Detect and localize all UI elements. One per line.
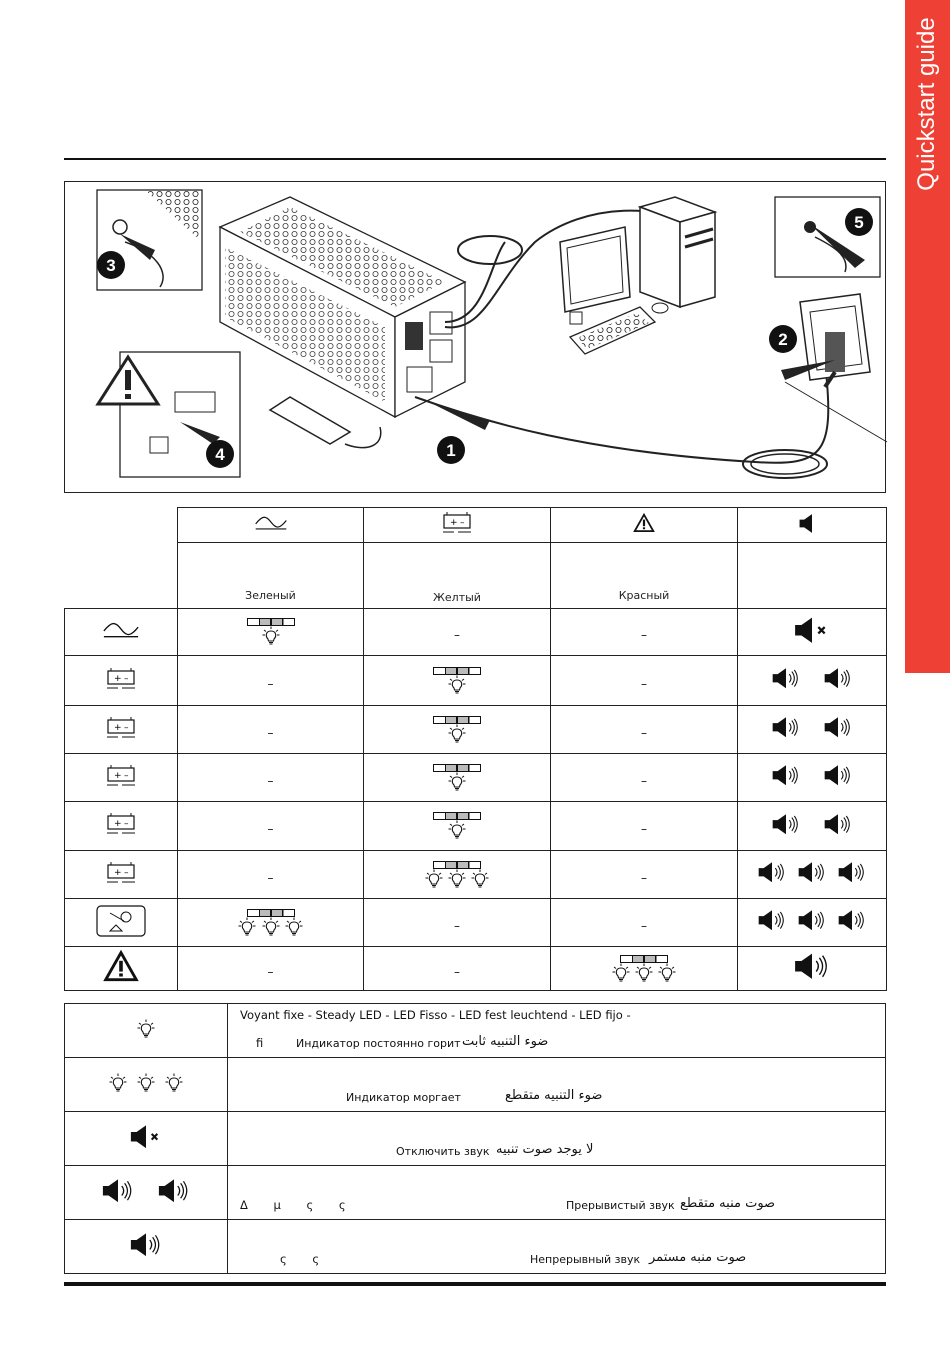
led-flashing-icon	[109, 1073, 183, 1097]
status-cell	[550, 946, 738, 991]
battery-icon	[105, 717, 137, 743]
status-cell	[177, 801, 364, 851]
dash: –	[267, 773, 274, 788]
state-icon-cell	[64, 898, 178, 947]
status-cell	[363, 850, 551, 899]
ups-unit	[220, 197, 465, 417]
sidebar-tab	[905, 0, 950, 673]
status-cell	[363, 898, 551, 947]
legend-russian-text: Прерывистый звук	[566, 1199, 675, 1212]
status-cell	[737, 655, 887, 706]
led-steady-icon	[433, 764, 481, 792]
header-color-cell	[550, 542, 738, 610]
beep-intermittent-icon	[771, 813, 853, 840]
battery-icon	[105, 765, 137, 791]
legend-russian-text: Непрерывный звук	[530, 1253, 641, 1266]
status-cell	[550, 898, 738, 947]
led-color-label: Красный	[618, 589, 670, 602]
svg-text:4: 4	[215, 445, 225, 464]
status-cell	[737, 608, 887, 656]
monitor	[560, 227, 630, 324]
overload-icon	[96, 905, 146, 941]
computer-tower	[640, 197, 715, 307]
installation-figure	[64, 181, 886, 493]
step-badge-4	[206, 440, 234, 468]
beep-continuous-icon	[129, 1232, 163, 1262]
svg-text:1: 1	[446, 441, 456, 460]
led-flashing-icon	[238, 909, 302, 937]
status-cell	[737, 898, 887, 947]
status-cell	[363, 801, 551, 851]
battery-icon	[441, 512, 473, 538]
dash: –	[267, 676, 274, 691]
dash: –	[267, 725, 274, 740]
svg-text:–: –	[460, 518, 465, 528]
dash: –	[641, 628, 647, 642]
legend-greek-text: ﬁ	[256, 1036, 264, 1050]
header-icon-cell	[550, 507, 738, 543]
legend-text-cell	[227, 1165, 886, 1220]
svg-text:+: +	[114, 673, 122, 684]
status-cell	[363, 946, 551, 991]
ac-mains-icon	[254, 514, 288, 536]
status-cell	[550, 801, 738, 851]
top-rule	[64, 158, 886, 160]
svg-text:–: –	[124, 722, 129, 733]
legend-text-cell	[227, 1057, 886, 1112]
legend-text-cell	[227, 1003, 886, 1058]
state-icon-cell	[64, 946, 178, 991]
beep-intermittent-icon	[101, 1178, 191, 1208]
speaker-icon	[798, 513, 826, 538]
status-cell	[737, 946, 887, 991]
step-badge-1	[437, 436, 465, 464]
state-icon-cell	[64, 801, 178, 851]
battery-icon	[105, 668, 137, 694]
status-cell	[177, 753, 364, 802]
dash: –	[641, 918, 647, 933]
svg-text:3: 3	[106, 256, 116, 275]
state-icon-cell	[64, 655, 178, 706]
svg-text:–: –	[124, 819, 129, 829]
status-cell	[177, 655, 364, 706]
sidebar-title: Quickstart guide	[913, 17, 940, 191]
svg-text:–: –	[124, 770, 129, 781]
status-cell	[177, 705, 364, 754]
led-steady-icon	[247, 618, 295, 646]
led-flashing-icon	[425, 861, 489, 889]
dash: –	[267, 870, 274, 885]
legend-russian-text: Отключить звук	[396, 1145, 490, 1158]
legend-arabic-text: صوت منبه متقطع	[680, 1196, 776, 1211]
status-cell	[737, 753, 887, 802]
beep-intermittent-icon	[771, 667, 853, 694]
led-steady-icon	[433, 716, 481, 744]
battery-icon	[105, 862, 137, 888]
status-cell	[550, 655, 738, 706]
beep-intermittent-icon	[757, 861, 867, 888]
legend-icon-cell	[64, 1111, 228, 1166]
dash: –	[641, 870, 647, 885]
installation-illustration	[65, 182, 887, 494]
header-icon-cell	[737, 507, 887, 543]
wall-socket	[800, 294, 870, 387]
status-cell	[737, 705, 887, 754]
status-cell	[177, 946, 364, 991]
header-color-cell	[363, 542, 551, 610]
speaker-mute-icon	[129, 1124, 163, 1154]
legend-text-cell	[227, 1219, 886, 1274]
state-icon-cell	[64, 608, 178, 656]
status-cell	[177, 898, 364, 947]
step-badge-2	[769, 325, 797, 353]
status-cell	[363, 608, 551, 656]
svg-text:+: +	[450, 518, 458, 528]
warning-icon	[633, 513, 655, 537]
legend-arabic-text: لا يوجد صوت تنبيه	[496, 1142, 594, 1157]
legend-arabic-text: ضوء التنبيه متقطع	[505, 1088, 603, 1103]
header-icon-cell	[177, 507, 364, 543]
step-badge-5	[845, 208, 873, 236]
beep-intermittent-icon	[771, 764, 853, 791]
svg-text:–: –	[124, 673, 129, 684]
status-cell	[177, 850, 364, 899]
status-cell	[737, 801, 887, 851]
state-icon-cell	[64, 705, 178, 754]
step-badge-3	[97, 251, 125, 279]
status-cell	[550, 850, 738, 899]
status-cell	[363, 753, 551, 802]
status-cell	[363, 705, 551, 754]
legend-icon-cell	[64, 1219, 228, 1274]
header-color-cell	[177, 542, 364, 610]
legend-icon-cell	[64, 1003, 228, 1058]
legend-russian-text: Индикатор постоянно горит	[296, 1037, 461, 1050]
dash: –	[267, 822, 274, 836]
ac-mains-icon	[102, 621, 140, 643]
state-icon-cell	[64, 753, 178, 802]
led-steady-icon	[433, 667, 481, 695]
dash: –	[454, 918, 460, 933]
legend-russian-text: Индикатор моргает	[346, 1091, 461, 1104]
header-icon-cell	[363, 507, 551, 543]
warning-icon	[103, 950, 139, 986]
led-steady-icon	[137, 1019, 155, 1043]
status-cell	[177, 608, 364, 656]
status-cell	[550, 608, 738, 656]
led-color-label: Зеленый	[245, 589, 296, 602]
header-color-cell	[737, 542, 887, 610]
dash: –	[641, 676, 647, 691]
svg-text:2: 2	[778, 330, 788, 349]
beep-intermittent-icon	[757, 909, 867, 936]
svg-text:–: –	[124, 867, 129, 878]
dash: –	[267, 964, 274, 979]
battery-icon	[105, 813, 137, 839]
svg-text:+: +	[114, 819, 122, 829]
beep-continuous-icon	[793, 952, 831, 985]
legend-icon-cell	[64, 1165, 228, 1220]
status-cell	[737, 850, 887, 899]
speaker-mute-icon	[793, 616, 831, 649]
svg-text:+: +	[114, 770, 122, 781]
state-icon-cell	[64, 850, 178, 899]
dash: –	[454, 964, 460, 979]
beep-intermittent-icon	[771, 716, 853, 743]
dash: –	[641, 822, 647, 836]
legend-greek-text: ς ς	[280, 1252, 320, 1266]
legend-arabic-text: ضوء التنبيه ثابت	[462, 1034, 549, 1049]
legend-greek-text: Δ μ ς ς	[240, 1198, 346, 1212]
svg-text:5: 5	[854, 213, 864, 232]
led-steady-icon	[433, 812, 481, 840]
dash: –	[641, 725, 647, 740]
svg-text:+: +	[114, 867, 122, 878]
status-cell	[550, 753, 738, 802]
svg-text:+: +	[114, 722, 122, 733]
legend-icon-cell	[64, 1057, 228, 1112]
status-cell	[363, 655, 551, 706]
bottom-rule	[64, 1282, 886, 1286]
dash: –	[641, 773, 647, 788]
led-flashing-icon	[612, 955, 676, 983]
led-color-label: Желтый	[433, 591, 481, 604]
legend-line-1: Voyant fixe - Steady LED - LED Fisso - LED fest leuchtend - LED fijo -	[240, 1008, 631, 1022]
status-cell	[550, 705, 738, 754]
legend-arabic-text: صوت منبه مستمر	[649, 1250, 747, 1265]
legend-text-cell	[227, 1111, 886, 1166]
dash: –	[454, 628, 460, 642]
